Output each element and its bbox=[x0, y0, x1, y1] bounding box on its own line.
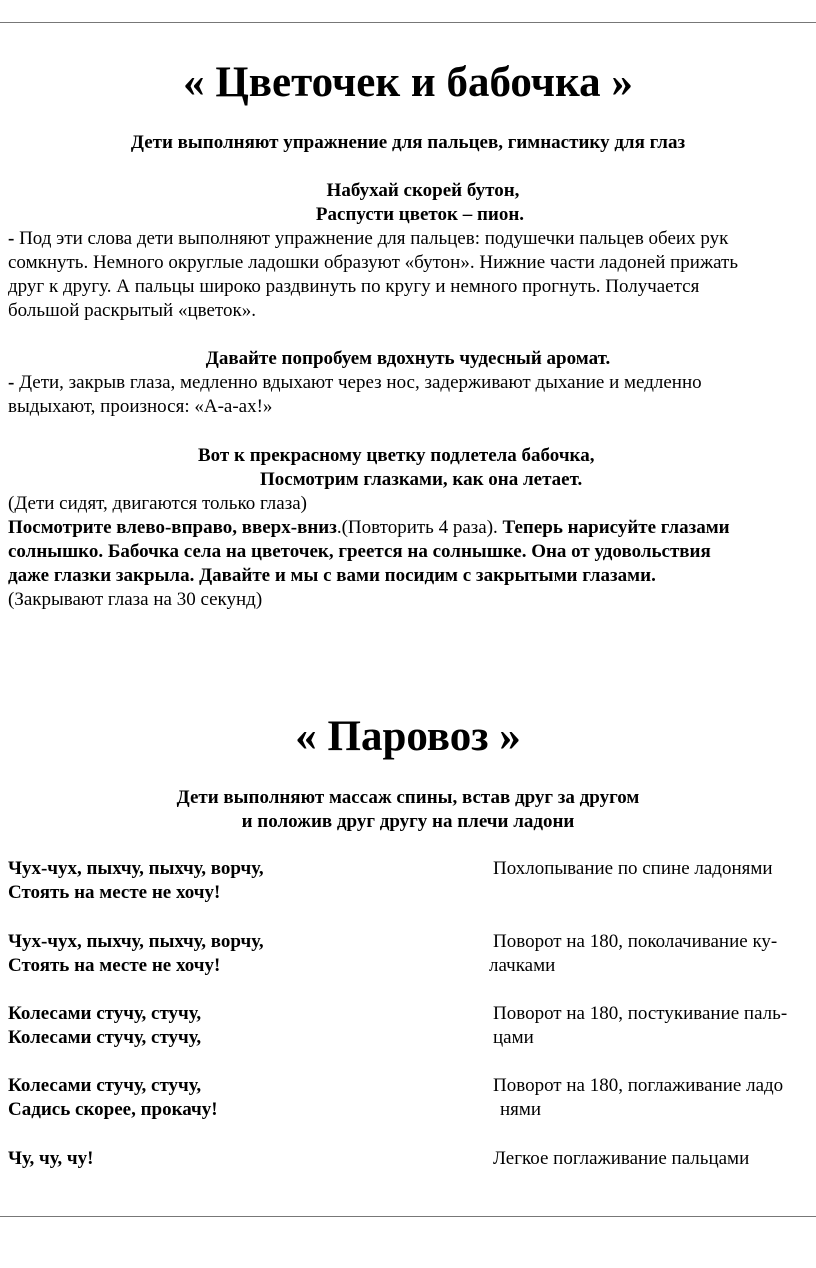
rhyme-line: Стоять на месте не хочу! bbox=[8, 955, 221, 976]
dash: - bbox=[8, 372, 15, 393]
action-line: Легкое поглаживание пальцами bbox=[493, 1148, 750, 1169]
instruction-1-line: друг к другу. А пальцы широко раздвинуть по кругу и немного прогнуть. Получается bbox=[8, 276, 700, 297]
verse2: Давайте попробуем вдохнуть чудесный аромат. bbox=[205, 348, 611, 369]
instruction-1-line: большой раскрытый «цветок». bbox=[8, 300, 256, 321]
subtitle-2-line1: Дети выполняют массаж спины, встав друг за другом bbox=[176, 787, 640, 808]
action-line: лачками bbox=[489, 955, 556, 976]
bottom-rule bbox=[0, 1216, 816, 1217]
rhyme-line: Садись скорее, прокачу! bbox=[8, 1099, 218, 1120]
instruction-2-line: выдыхают, произнося: «А-а-ах!» bbox=[8, 396, 273, 417]
rhyme-line: Чух-чух, пыхчу, пыхчу, ворчу, bbox=[8, 858, 264, 879]
title-flower-butterfly: « Цветочек и бабочка » bbox=[183, 59, 633, 106]
look-instruction: Посмотрите влево-вправо, вверх-вниз bbox=[8, 517, 337, 538]
instruction-2-line: Дети, закрыв глаза, медленно вдыхают через нос, задерживают дыхание и медленно bbox=[14, 372, 702, 393]
instruction-2 bbox=[8, 371, 816, 419]
rhyme-line: Колесами стучу, стучу, bbox=[8, 1075, 202, 1096]
top-rule bbox=[0, 22, 816, 23]
instruction-1 bbox=[8, 227, 816, 323]
action-line: Похлопывание по спине ладонями bbox=[493, 858, 773, 879]
dash: - bbox=[8, 228, 15, 249]
note-eyes: (Дети сидят, двигаются только глаза) bbox=[8, 493, 307, 514]
rhyme-line: Стоять на месте не хочу! bbox=[8, 882, 221, 903]
rhyme-line: Чух-чух, пыхчу, пыхчу, ворчу, bbox=[8, 931, 264, 952]
subtitle-1: Дети выполняют упражнение для пальцев, гимнастику для глаз bbox=[130, 132, 686, 153]
rhyme-line: Колесами стучу, стучу, bbox=[8, 1027, 202, 1048]
action-line: Поворот на 180, поколачивание ку- bbox=[493, 931, 778, 952]
verse1-line1: Набухай скорей бутон, bbox=[326, 180, 520, 201]
action-line: нями bbox=[500, 1099, 542, 1120]
verse3-line2: Посмотрим глазками, как она летает. bbox=[260, 469, 583, 490]
action-line: цами bbox=[493, 1027, 534, 1048]
rhyme-line: Чу, чу, чу! bbox=[8, 1148, 94, 1169]
action-line: Поворот на 180, постукивание паль- bbox=[493, 1003, 788, 1024]
draw-instruction: Теперь нарисуйте глазами bbox=[502, 517, 730, 538]
repeat-note: .(Повторить 4 раза). bbox=[336, 517, 503, 538]
exercise-text bbox=[8, 492, 816, 612]
subtitle-2-line2: и положив друг другу на плечи ладони bbox=[241, 811, 575, 832]
verse3-line1: Вот к прекрасному цветку подлетела бабочка, bbox=[198, 445, 595, 466]
instruction-1-line: сомкнуть. Немного округлые ладошки образуют «бутон». Нижние части ладоней прижать bbox=[8, 252, 738, 273]
action-line: Поворот на 180, поглаживание ладо bbox=[493, 1075, 784, 1096]
instruction-1-line: Под эти слова дети выполняют упражнение для пальцев: подушечки пальцев обеих рук bbox=[14, 228, 729, 249]
verse1-line2: Распусти цветок – пион. bbox=[315, 204, 525, 225]
title-train: « Паровоз » bbox=[295, 713, 521, 760]
note-30-seconds: (Закрывают глаза на 30 секунд) bbox=[8, 589, 263, 610]
butterfly-line: солнышко. Бабочка села на цветочек, греется на солнышке. Она от удовольствия bbox=[8, 541, 711, 562]
rhyme-line: Колесами стучу, стучу, bbox=[8, 1003, 202, 1024]
closed-eyes-line: даже глазки закрыла. Давайте и мы с вами посидим с закрытыми глазами. bbox=[8, 565, 656, 586]
